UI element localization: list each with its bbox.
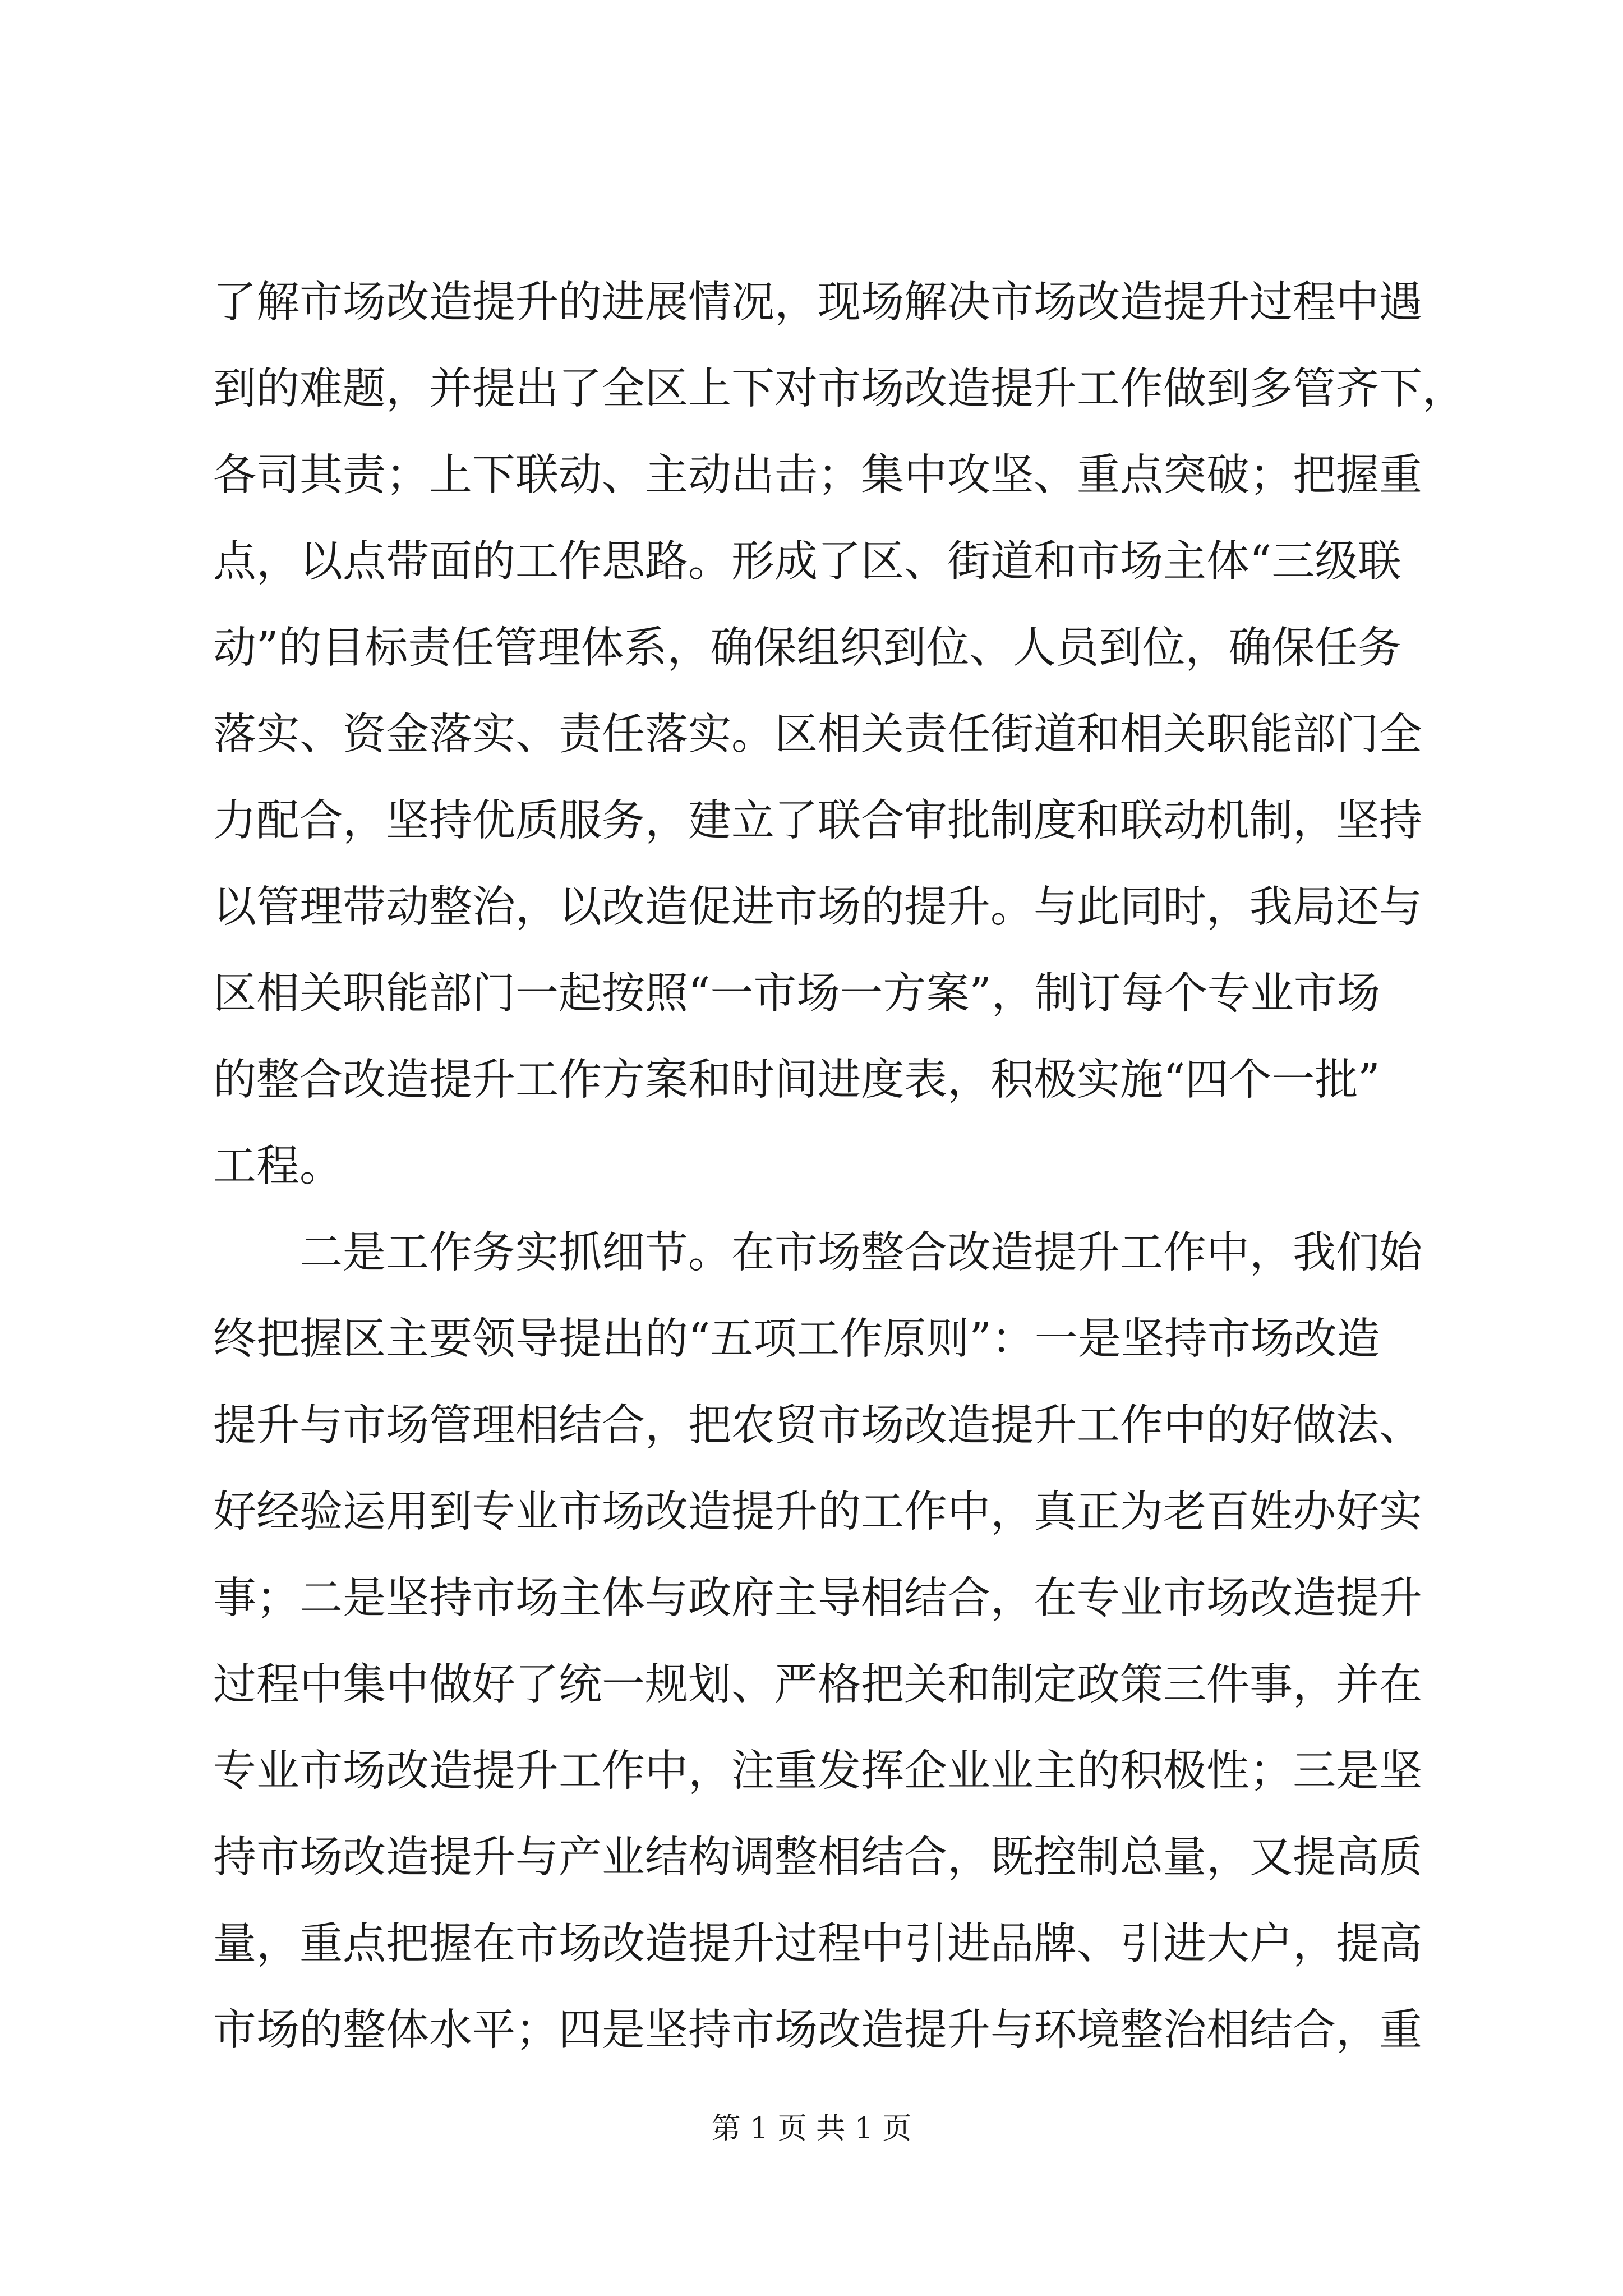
text-line: 专业市场改造提升工作中，注重发挥企业业主的积极性；三是坚 [213,1746,1422,1796]
text-line: 好经验运用到专业市场改造提升的工作中，真正为老百姓办好实 [213,1487,1422,1537]
page-number: 第 1 页 共 1 页 [711,2112,912,2146]
text-line: 事；二是坚持市场主体与政府主导相结合，在专业市场改造提升 [213,1573,1422,1623]
text-line: 点，以点带面的工作思路。形成了区、街道和市场主体“三级联 [213,537,1401,587]
text-line: 终把握区主要领导提出的“五项工作原则”：一是坚持市场改造 [213,1314,1380,1364]
text-line: 到的难题，并提出了全区上下对市场改造提升工作做到多管齐下， [213,364,1465,414]
text-line: 的整合改造提升工作方案和时间进度表，积极实施“四个一批” [213,1055,1380,1105]
text-line: 提升与市场管理相结合，把农贸市场改造提升工作中的好做法、 [213,1401,1422,1451]
text-line: 各司其责；上下联动、主动出击；集中攻坚、重点突破；把握重 [213,450,1422,500]
text-line: 过程中集中做好了统一规划、严格把关和制定政策三件事，并在 [213,1660,1422,1710]
text-line: 以管理带动整治，以改造促进市场的提升。与此同时，我局还与 [213,882,1422,932]
text-line: 二是工作务实抓细节。在市场整合改造提升工作中，我们始 [213,1228,1422,1278]
text-line: 持市场改造提升与产业结构调整相结合，既控制总量，又提高质 [213,1833,1422,1883]
text-line: 量，重点把握在市场改造提升过程中引进品牌、引进大户，提高 [213,1919,1422,1969]
text-line: 动”的目标责任管理体系，确保组织到位、人员到位，确保任务 [213,623,1401,673]
text-line: 落实、资金落实、责任落实。区相关责任街道和相关职能部门全 [213,710,1422,760]
text-line: 力配合，坚持优质服务，建立了联合审批制度和联动机制，坚持 [213,796,1422,846]
text-line: 工程。 [213,1142,343,1191]
page-footer [0,2109,1623,2148]
text-line: 了解市场改造提升的进展情况，现场解决市场改造提升过程中遇 [213,278,1422,328]
text-line: 区相关职能部门一起按照“一市场一方案”，制订每个专业市场 [213,969,1380,1019]
text-line: 市场的整体水平；四是坚持市场改造提升与环境整治相结合，重 [213,2005,1422,2055]
